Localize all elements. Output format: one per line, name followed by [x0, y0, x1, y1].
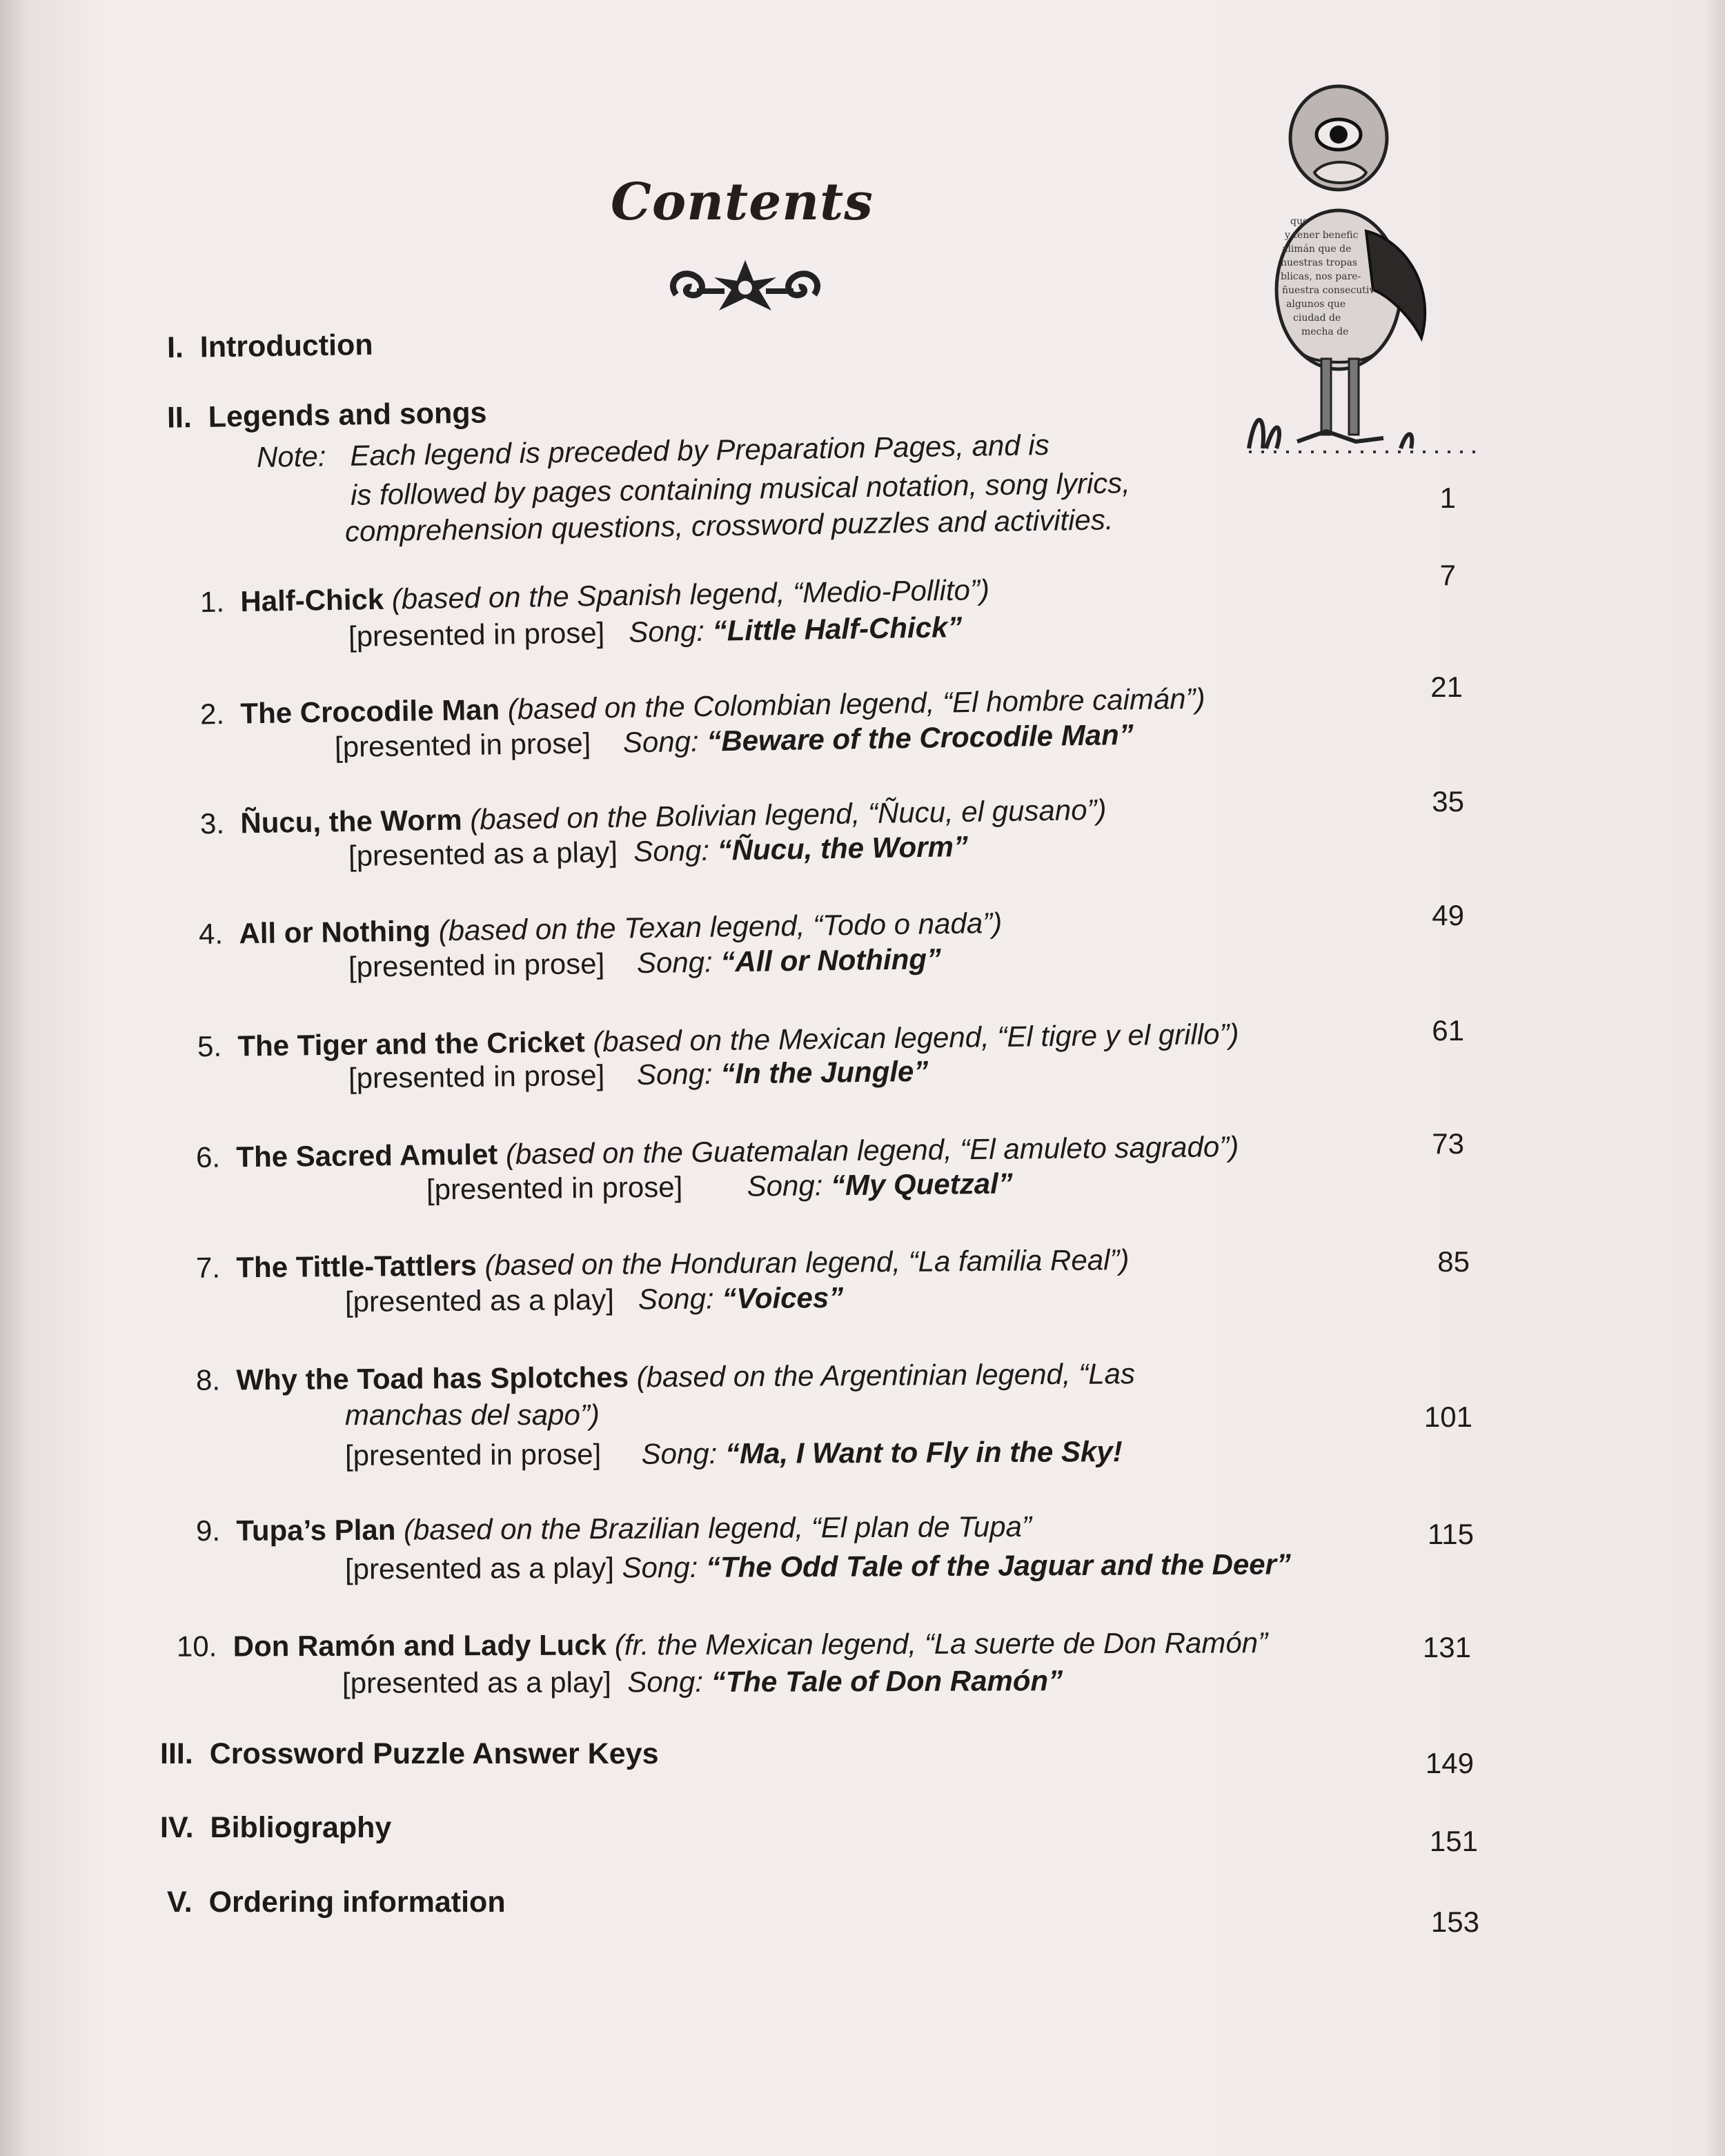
- entry-source: (based on the Guatemalan legend, “El amuleto sagrado”): [505, 1130, 1239, 1171]
- entry-title: The Tiger and the Cricket: [237, 1025, 586, 1062]
- owl-text-line: ñuestra consecutiv: [1282, 285, 1375, 296]
- toc-entry-10[interactable]: [177, 1626, 1268, 1663]
- page-number: 1: [1439, 482, 1456, 514]
- entry-title: Half-Chick: [240, 582, 384, 618]
- song-label: Song:: [636, 945, 713, 980]
- song-title: “The Odd Tale of the Jaguar and the Deer”: [705, 1547, 1292, 1583]
- entry-format: [presented as a play]: [342, 1665, 612, 1699]
- section-label: Bibliography: [210, 1811, 392, 1844]
- song-label: Song:: [638, 1282, 714, 1316]
- page-number: 61: [1432, 1014, 1464, 1047]
- page-right-edge: [1704, 0, 1725, 2156]
- song-title: “Ma, I Want to Fly in the Sky!: [724, 1435, 1123, 1470]
- toc-section-bibliography[interactable]: [160, 1811, 391, 1845]
- entry-number: 5.: [197, 1029, 222, 1063]
- owl-text-line: alimán que de: [1282, 244, 1352, 255]
- entry-source: (based on the Colombian legend, “El hombre caimán”): [507, 682, 1205, 726]
- song-label: Song:: [627, 1665, 704, 1699]
- section-label: Legends and songs: [208, 396, 487, 434]
- song-title: “All or Nothing”: [720, 942, 942, 978]
- song-title: “The Tale of Don Ramón”: [711, 1664, 1063, 1698]
- note-line-2: is followed by pages containing musical notation, song lyrics,: [350, 466, 1131, 511]
- section-number: V.: [167, 1886, 193, 1919]
- song-label: Song:: [628, 614, 705, 649]
- page-left-edge: [0, 0, 28, 2156]
- entry-title: Tupa’s Plan: [236, 1513, 396, 1547]
- entry-number: 2.: [199, 697, 225, 731]
- entry-source: (based on the Argentinian legend, “Las: [636, 1357, 1136, 1394]
- entry-5-details: [348, 1055, 929, 1095]
- entry-title: The Crocodile Man: [240, 693, 500, 730]
- entry-number: 1.: [199, 585, 225, 618]
- title-ornament-icon: [662, 257, 828, 319]
- page-number: 153: [1430, 1906, 1479, 1938]
- section-number: I.: [166, 330, 184, 365]
- toc-section-crossword[interactable]: [160, 1737, 658, 1771]
- page-number: 7: [1439, 559, 1456, 591]
- entry-title: Don Ramón and Lady Luck: [233, 1628, 607, 1663]
- entry-number: 3.: [199, 807, 225, 840]
- entry-format: [presented in prose]: [334, 726, 591, 764]
- page-number: 151: [1429, 1825, 1478, 1857]
- song-title: “Ñucu, the Worm”: [717, 829, 969, 867]
- note-label: Note:: [256, 439, 326, 474]
- entry-9-details: [345, 1547, 1291, 1585]
- entry-format: [presented as a play]: [344, 1283, 615, 1318]
- song-title: “Beware of the Crocodile Man”: [706, 718, 1134, 758]
- entry-format: [presented in prose]: [426, 1170, 683, 1206]
- page-number: 85: [1437, 1245, 1470, 1278]
- entry-source: (based on the Brazilian legend, “El plan de Tupa”: [403, 1510, 1032, 1546]
- owl-text-line: mecha de: [1301, 326, 1349, 337]
- entry-title: The Tittle-Tattlers: [236, 1249, 477, 1284]
- entry-7-details: [345, 1281, 844, 1318]
- page-number: 115: [1428, 1518, 1474, 1550]
- entry-format: [presented in prose]: [348, 1058, 605, 1095]
- entry-format: [presented in prose]: [348, 616, 605, 653]
- note-line-3: comprehension questions, crossword puzzles and activities.: [344, 503, 1114, 548]
- entry-source: (based on the Spanish legend, “Medio-Pollito”): [391, 573, 990, 615]
- toc-section-introduction[interactable]: [167, 328, 373, 365]
- page-number: 131: [1422, 1631, 1471, 1663]
- song-label: Song:: [633, 833, 710, 868]
- owl-text-line: que: [1290, 216, 1309, 227]
- section-label: Introduction: [199, 328, 373, 364]
- entry-number: 4.: [198, 917, 224, 951]
- song-label: Song:: [641, 1437, 718, 1470]
- song-title: “Little Half-Chick”: [712, 611, 963, 647]
- entry-source: (based on the Texan legend, “Todo o nada”): [438, 906, 1003, 947]
- entry-6-details: [426, 1167, 1013, 1207]
- song-label: Song:: [622, 724, 700, 759]
- entry-title: Why the Toad has Splotches: [236, 1361, 629, 1396]
- song-title: “In the Jungle”: [720, 1054, 929, 1090]
- page-title: Contents: [611, 172, 874, 232]
- entry-source: (based on the Mexican legend, “El tigre y el grillo”): [593, 1017, 1239, 1058]
- entry-title: The Sacred Amulet: [236, 1138, 498, 1174]
- note-text: Each legend is preceded by Preparation Pages, and is: [350, 428, 1050, 472]
- section-number: III.: [160, 1737, 193, 1770]
- song-title: “Voices”: [722, 1280, 844, 1315]
- song-label: Song:: [636, 1057, 713, 1091]
- owl-text-line: y tener benefic: [1285, 230, 1359, 241]
- entry-format: [presented as a play]: [344, 1551, 615, 1585]
- entry-format: [presented in prose]: [348, 947, 605, 983]
- toc-section-legends[interactable]: [167, 396, 487, 435]
- toc-entry-9[interactable]: [196, 1510, 1032, 1547]
- entry-source: (fr. the Mexican legend, “La suerte de Don Ramón”: [614, 1626, 1268, 1661]
- page-number: 149: [1425, 1747, 1474, 1779]
- entry-number: 8.: [195, 1363, 221, 1396]
- entry-8-source-cont: manchas del sapo”): [345, 1398, 600, 1431]
- owl-text-line: ciudad de: [1293, 313, 1341, 324]
- section-number: IV.: [160, 1811, 194, 1844]
- song-label: Song:: [747, 1169, 823, 1203]
- entry-number: 6.: [195, 1140, 221, 1174]
- owl-text-line: blicas, nos pare-: [1281, 271, 1361, 282]
- entry-source: (based on the Honduran legend, “La familia Real”): [484, 1243, 1130, 1282]
- section-label: Ordering information: [208, 1886, 506, 1919]
- section-number: II.: [166, 401, 193, 435]
- song-title: “My Quetzal”: [830, 1167, 1013, 1202]
- owl-text-line: nuestras tropas: [1281, 257, 1358, 268]
- owl-illustration: [1235, 83, 1539, 469]
- entry-8-details: [345, 1435, 1123, 1472]
- toc-entry-8[interactable]: [196, 1357, 1135, 1397]
- page-number: 49: [1432, 899, 1464, 931]
- entry-title: Ñucu, the Worm: [240, 803, 463, 840]
- entry-source: (based on the Bolivian legend, “Ñucu, el gusano”): [469, 793, 1107, 836]
- toc-section-ordering[interactable]: [167, 1886, 506, 1919]
- entry-number: 7.: [195, 1251, 221, 1284]
- entry-format: [presented as a play]: [348, 835, 618, 873]
- page-number: 101: [1423, 1401, 1472, 1433]
- entry-10-details: [342, 1664, 1063, 1700]
- page-number: 21: [1430, 671, 1463, 703]
- page-number: 35: [1432, 785, 1464, 818]
- entry-title: All or Nothing: [239, 914, 431, 950]
- entry-number: 9.: [195, 1514, 221, 1547]
- song-label: Song:: [622, 1550, 698, 1584]
- page-number: 73: [1432, 1127, 1464, 1160]
- section-label: Crossword Puzzle Answer Keys: [209, 1737, 659, 1770]
- entry-number: 10.: [176, 1630, 217, 1663]
- entry-format: [presented in prose]: [344, 1438, 602, 1472]
- owl-text-line: algunos que: [1286, 299, 1346, 310]
